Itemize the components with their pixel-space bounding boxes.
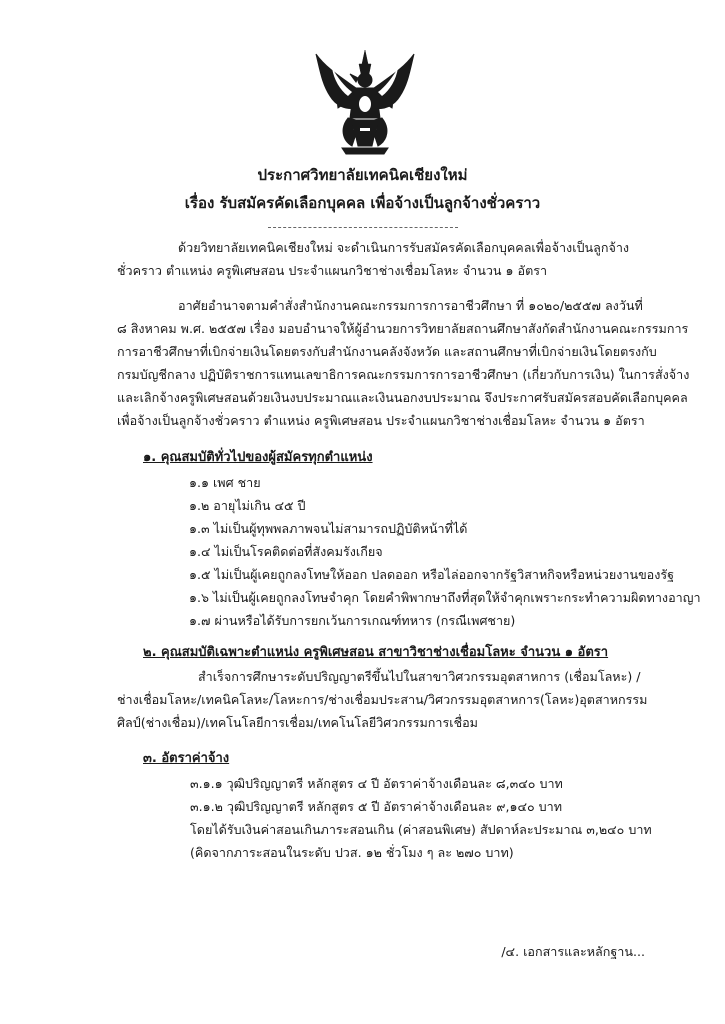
authority-line: การอาชีวศึกษาที่เบิกจ่ายเงินโดยตรงกับสำนักงานคลังจังหวัด และสถานศึกษาที่เบิกจ่ายเงินโดยตรงกับ [117,344,657,359]
continued-marker: /๔. เอกสารและหลักฐาน... [501,944,645,959]
section-heading: ๑. คุณสมบัติทั่วไปของผู้สมัครทุกตำแหน่ง [143,450,373,465]
list-item: ๑.๑ เพศ ชาย [189,475,261,490]
authority-line: เพื่อจ้างเป็นลูกจ้างชั่วคราว ตำแหน่ง ครูพิเศษสอน ประจำแผนกวิชาช่างเชื่อมโลหะ จำนวน ๑ อัตรา [117,413,645,428]
qualification-line: ช่างเชื่อมโลหะ/เทคนิคโลหะ/โลหะการ/ช่างเชื่อมประสาน/วิศวกรรมอุตสาหการ(โลหะ)อุตสาหกรรม [117,692,648,707]
list-item: ๑.๓ ไม่เป็นผู้ทุพพลภาพจนไม่สามารถปฏิบัติหน้าที่ได้ [189,521,468,536]
authority-line: และเลิกจ้างครูพิเศษสอนด้วยเงินงบประมาณและเงินนอกงบประมาณ จึงประกาศรับสมัครสอบคัดเลือกบุคคล [117,390,688,405]
intro-line: ด้วยวิทยาลัยเทคนิคเชียงใหม่ จะดำเนินการรับสมัครคัดเลือกบุคคลเพื่อจ้างเป็นลูกจ้าง [178,240,630,255]
list-item: ๑.๗ ผ่านหรือได้รับการยกเว้นการเกณฑ์ทหาร (กรณีเพศชาย) [189,613,516,628]
wage-item: ๓.๑.๒ วุฒิปริญญาตรี หลักสูตร ๕ ปี อัตราค่าจ้างเดือนละ ๙,๑๔๐ บาท [190,799,563,814]
list-item: ๑.๒ อายุไม่เกิน ๔๕ ปี [189,498,306,513]
list-item: ๑.๕ ไม่เป็นผู้เคยถูกลงโทษให้ออก ปลดออก หรือไล่ออกจากรัฐวิสาหกิจหรือหน่วยงานของรัฐ [189,567,675,582]
qualification-line: สำเร็จการศึกษาระดับปริญญาตรีขึ้นไปในสาขาวิศวกรรมอุตสาหการ (เชื่อมโลหะ) / [198,669,641,684]
authority-line: กรมบัญชีกลาง ปฏิบัติราชการแทนเลขาธิการคณะกรรมการการอาชีวศึกษา (เกี่ยวกับการเงิน) ในการสั่งจ้าง [117,367,690,382]
authority-line: อาศัยอำนาจตามคำสั่งสำนักงานคณะกรรมการการอาชีวศึกษา ที่ ๑๐๒๐/๒๕๕๗ ลงวันที่ [178,298,643,313]
section-heading: ๒. คุณสมบัติเฉพาะตำแหน่ง ครูพิเศษสอน สาขาวิชาช่างเชื่อมโลหะ จำนวน ๑ อัตรา [143,645,609,660]
list-item: ๑.๔ ไม่เป็นโรคติดต่อที่สังคมรังเกียจ [189,544,383,559]
list-item: ๑.๖ ไม่เป็นผู้เคยถูกลงโทษจำคุก โดยคำพิพากษาถึงที่สุดให้จำคุกเพราะกระทำความผิดทางอาญา [189,590,701,605]
section-heading: ๓. อัตราค่าจ้าง [143,751,230,766]
announcement-title: ประกาศวิทยาลัยเทคนิคเชียงใหม่ [257,166,468,184]
intro-line: ชั่วคราว ตำแหน่ง ครูพิเศษสอน ประจำแผนกวิชาช่างเชื่อมโลหะ จำนวน ๑ อัตรา [117,263,548,278]
authority-line: ๘ สิงหาคม พ.ศ. ๒๕๕๗ เรื่อง มอบอำนาจให้ผู้อำนวยการวิทยาลัยสถานศึกษาสังกัดสำนักงานคณะกรรมการ [117,321,689,336]
announcement-subject: เรื่อง รับสมัครคัดเลือกบุคคล เพื่อจ้างเป็นลูกจ้างชั่วคราว [184,194,541,212]
divider [268,227,458,228]
garuda-emblem-icon [312,48,418,156]
wage-note: (คิดจากภาระสอนในระดับ ปวส. ๑๒ ชั่วโมง ๆ ละ ๒๗๐ บาท) [190,845,514,860]
wage-note: โดยได้รับเงินค่าสอนเกินภาระสอนเกิน (ค่าสอนพิเศษ) สัปดาห์ละประมาณ ๓,๒๔๐ บาท [190,822,652,837]
wage-item: ๓.๑.๑ วุฒิปริญญาตรี หลักสูตร ๔ ปี อัตราค่าจ้างเดือนละ ๘,๓๔๐ บาท [190,776,563,791]
qualification-line: ศิลป์(ช่างเชื่อม)/เทคโนโลยีการเชื่อม/เทคโนโลยีวิศวกรรมการเชื่อม [117,715,478,730]
